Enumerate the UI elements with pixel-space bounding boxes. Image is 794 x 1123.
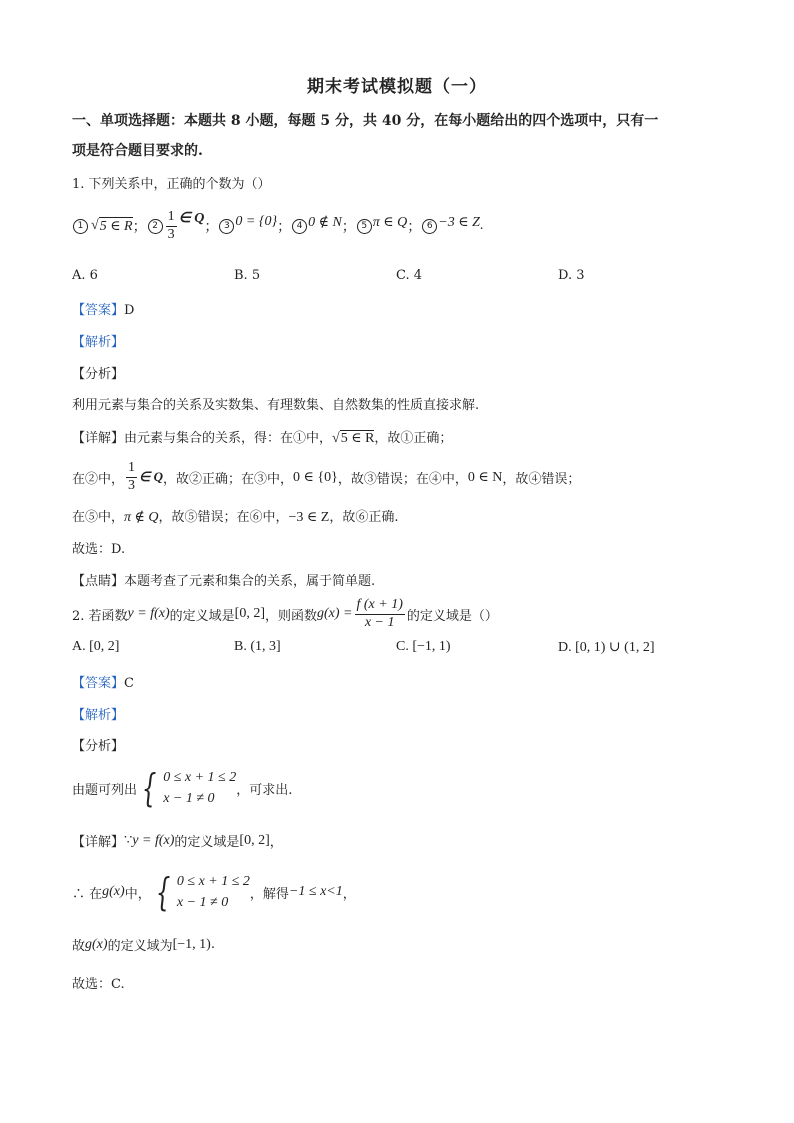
q1-item4-expr: 0 ∉ N [308,214,342,230]
fraction: $\frac{1}{3}$ [167,209,175,242]
q2-option-a: A. [0, 2] [72,639,120,654]
q1-item5-expr: π ∈ Q [372,214,408,230]
q2-option-c: C. [−1, 1) [396,639,451,654]
q1-answer [72,299,134,318]
fraction: $\frac{1}{3}$ [128,460,136,493]
equation-system: { 0 ≤ x + 1 ≤ 2 x − 1 ≠ 0 [155,870,250,914]
q2-jiexi-tag: 【解析】 [72,708,125,723]
answer-value: C [124,676,134,691]
q2-option-d: D. [0, 1) ∪ (1, 2] [558,640,655,655]
q2-option-b: B. (1, 3] [234,639,281,654]
math-expr: [0, 2] [234,606,265,621]
math-expr: π ∉ Q [124,510,159,525]
q1-option-b: B. 5 [234,268,261,283]
answer-tag: 【答案】 [72,676,125,691]
q2-stem: 2. 若函数 y = f(x) 的定义域是 [0, 2] ，则函数 g(x) = $\frac{f (x + 1)}{x - 1}$ 的定义域是（） [72,597,498,630]
equation-system: { 0 ≤ x + 1 ≤ 2 x − 1 ≠ 0 [141,766,237,810]
q1-xiangjie-line3: 在⑤中，π ∉ Q，故⑤错误；在⑥中，−3 ∈ Z，故⑥正确. [72,510,399,525]
circled-number: 3 [219,219,234,234]
circled-number: 5 [357,219,372,234]
separator: ； [341,220,356,235]
q1-xiangjie-line2: 在②中， $\frac{1}{3}$ ∈ Q ，故②正确；在③中， 0 ∈ {0} ，故③错误；在④中， 0 ∈ N ，故④错误； [72,460,581,493]
separator: ； [204,220,219,235]
q2-xiangjie-line3: 故 g(x) 的定义域为 [−1, 1) . [72,936,215,954]
q2-xiangjie-line1: 【详解】 ∵ y = f(x) 的定义域是 [0, 2] ， [72,832,283,850]
q1-conclusion: 故选：D. [72,542,126,557]
q2-xiangjie-line2: ∴ 在 g(x) 中， { 0 ≤ x + 1 ≤ 2 x − 1 ≠ 0 ，解得 −1 ≤ x<1 ， [72,870,356,914]
period: . [479,218,484,233]
math-expr: 5 ∈ R [340,431,375,446]
math-expr: [0, 2] [239,832,270,848]
xiangjie-tag: 【详解】 [72,431,125,446]
separator: ； [132,220,147,235]
math-expr: g(x) [102,884,125,899]
q2-fenxi-text: 由题可列出 { 0 ≤ x + 1 ≤ 2 x − 1 ≠ 0 ，可求出. [72,766,293,810]
q2-fenxi-tag: 【分析】 [72,739,125,754]
q1-option-d: D. 3 [558,268,585,283]
math-expr: g(x) [85,936,108,952]
q1-option-c: C. 4 [396,268,423,283]
q1-items: 1 √ 5 ∈ R ； 2 $\frac{1}{3}$ ∈ Q ； 3 0 = {0} ； 4 0 ∉ N ； 5 π ∈ Q ； 6 −3 ∈ Z . [72,206,483,246]
answer-value: D [124,303,135,318]
math-expr: −3 ∈ Z [288,510,330,525]
xiangjie-tag: 【详解】 [72,835,125,850]
math-expr: [−1, 1) [172,936,211,952]
q1-jiexi-tag: 【解析】 [72,335,125,350]
q2-answer [72,672,134,691]
section-heading-line1: 一、单项选择题：本题共 8 小题，每题 5 分，共 40 分，在每小题给出的四个选项中，只有一 [72,113,659,129]
circled-number: 1 [73,219,88,234]
section-heading-line2: 项是符合题目要求的. [72,143,203,159]
page-title: 期末考试模拟题（一） [307,77,487,97]
dianjing-tag: 【点睛】 [72,574,125,589]
q1-fenxi-text: 利用元素与集合的关系及实数集、有理数集、自然数集的性质直接求解. [72,398,480,413]
circled-number: 4 [292,219,307,234]
answer-tag: 【答案】 [72,303,125,318]
q1-fenxi-tag: 【分析】 [72,367,125,382]
math-expr: 0 ∈ {0} [293,469,338,485]
q1-xiangjie-line1: 【详解】由元素与集合的关系，得：在①中，√5 ∈ R，故①正确； [72,431,453,446]
q1-item2-expr: ∈ Q [178,210,205,226]
q1-option-a: A. 6 [72,268,98,283]
separator: ； [277,220,292,235]
math-expr: −1 ≤ x<1 [288,884,343,899]
circled-number: 6 [422,219,437,234]
q1-stem: 1. 下列关系中，正确的个数为（） [72,177,271,192]
q1-item3-expr: 0 = {0} [235,214,278,229]
q1-dianjing: 【点睛】本题考查了元素和集合的关系，属于简单题. [72,574,376,589]
circled-number: 2 [148,219,163,234]
math-expr: y = f(x) [132,832,175,848]
math-expr: ∈ Q [139,469,163,484]
math-expr: y = f(x) [127,606,170,621]
q2-conclusion: 故选：C. [72,977,125,992]
separator: ； [407,220,422,235]
math-expr: g(x) = [317,606,353,621]
fraction: $\frac{f (x + 1)}{x - 1}$ [356,597,403,630]
math-expr: 0 ∈ N [467,469,503,485]
q1-item6-expr: −3 ∈ Z [438,214,480,230]
q1-item1-expr: 5 ∈ R [99,219,133,234]
